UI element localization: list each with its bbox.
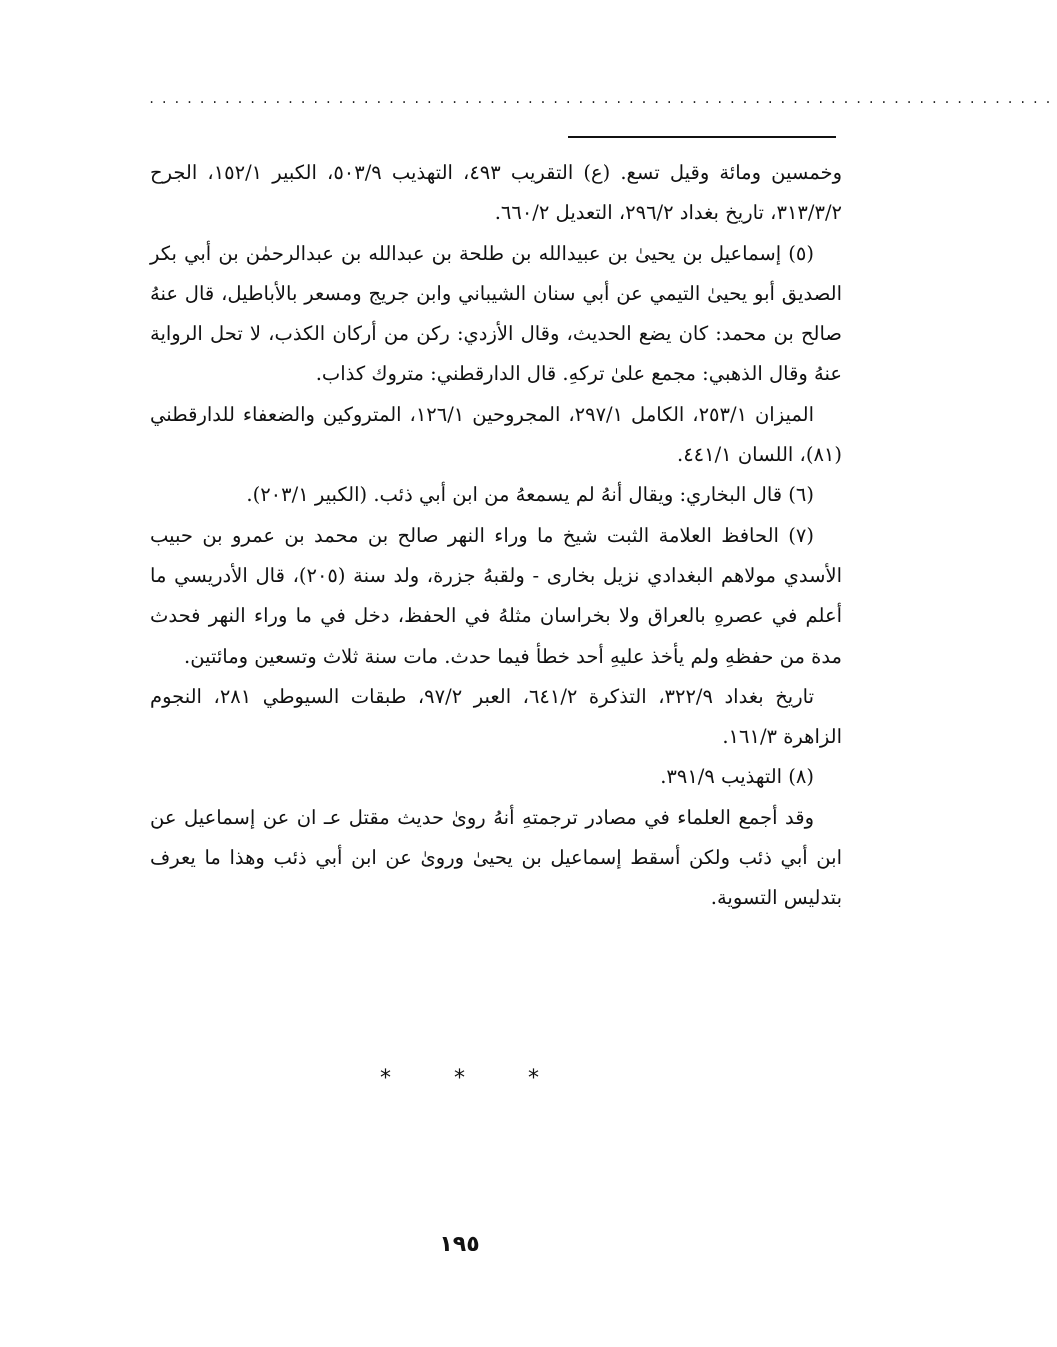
dotted-separator: ........................................................................: [148, 92, 1057, 106]
footnote-rule: [568, 136, 836, 138]
footnote-8-commentary: وقد أجمع العلماء في مصادر ترجمتهِ أنهُ روىٰ حديث مقتل عـ ان عن إسماعيل عن ابن أبي ذئب ولكن أسقط إسماعيل بن يحيىٰ وروىٰ عن ابن أبي ذئب وهذا ما يعرف بتدليس التسوية.: [150, 805, 842, 910]
section-ornament: * * *: [380, 1066, 567, 1091]
footnote-7-sources: تاريخ بغداد ٣٢٢/٩، التذكرة ٦٤١/٢، العبر ٩٧/٢، طبقات السيوطي ٢٨١، النجوم الزاهرة ١٦١/٣.: [150, 684, 842, 749]
footnote-7: (٧) الحافظ العلامة الثبت شيخ ما وراء النهر صالح بن محمد بن عمرو بن حبيب الأسدي مولاهم البغدادي نزيل بخارى - ولقبهُ جزرة، ولد سنة (٢٠٥)، قال الأدريسي ما أعلم في عصرهِ بالعراق ولا بخراسان مثلهُ في الحفظ، دخل في ما وراء النهر فحدث مدة من حفظهِ ولم يأخذ عليهِ أحد خطأ فيما حدث. مات سنة ثلاث وتسعين ومائتين.: [150, 523, 842, 668]
page-number: ١٩٥: [439, 1232, 480, 1257]
footnotes: [150, 153, 842, 1013]
footnote-5: (٥) إسماعيل بن يحيىٰ بن عبيدالله بن طلحة بن عبدالله بن عبدالرحمٰن بن أبي بكر الصديق أبو يحيىٰ التيمي عن أبي سنان الشيباني وابن جريج ومسعر بالأباطيل، قال عنهُ صالح بن محمد: كان يضع الحديث، وقال الأزدي: ركن من أركان الكذب، لا تحل الرواية عنهُ وقال الذهبي: مجمع علىٰ تركهِ. قال الدارقطني: متروك كذاب.: [150, 241, 842, 386]
footnote-8: (٨) التهذيب ٣٩١/٩.: [660, 765, 814, 789]
footnote-5-sources: الميزان ٢٥٣/١، الكامل ٢٩٧/١، المجروحين ١٢٦/١، المتروكين والضعفاء للدارقطني (٨١)، اللسان ٤٤١/١.: [150, 402, 842, 467]
footnote-continuation: وخمسين ومائة وقيل تسع. (ع) التقريب ٤٩٣، التهذيب ٥٠٣/٩، الكبير ١٥٢/١، الجرح ٣١٣/٣/٢، تاريخ بغداد ٢٩٦/٢، التعديل ٦٦٠/٢.: [150, 161, 842, 225]
footnote-6: (٦) قال البخاري: ويقال أنهُ لم يسمعهُ من ابن أبي ذئب. (الكبير ٢٠٣/١).: [246, 483, 814, 507]
